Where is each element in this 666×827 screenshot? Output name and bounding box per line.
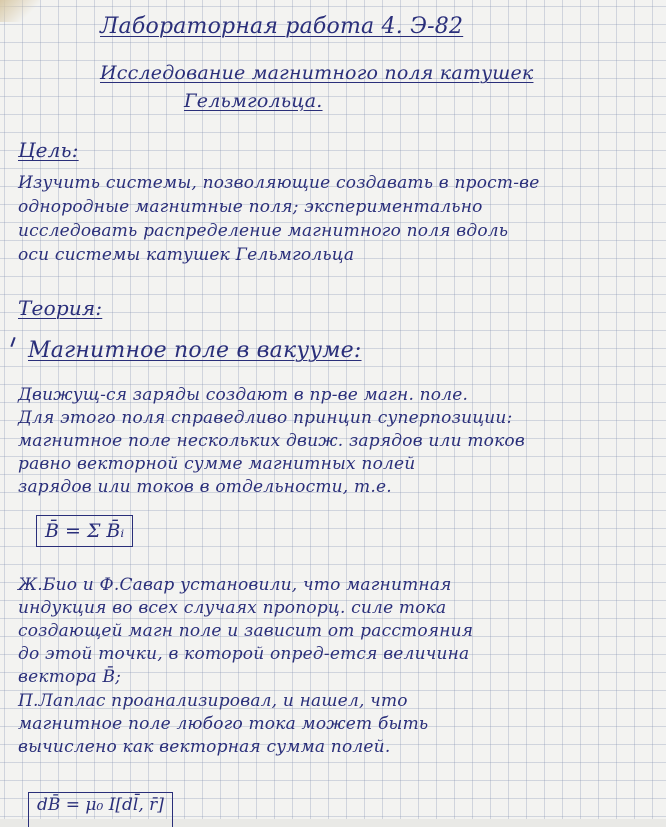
- lab-subtitle-line1: Исследование магнитного поля катушек: [100, 62, 534, 84]
- goal-line-2: однородные магнитные поля; экспериментально: [18, 197, 483, 217]
- paragraph2-line-8: вычислено как векторная сумма полей.: [18, 737, 391, 757]
- section-heading: Магнитное поле в вакууме:: [28, 338, 362, 363]
- paragraph2-line-2: индукция во всех случаях пропорц. силе тока: [18, 598, 447, 618]
- goal-line-3: исследовать распределение магнитного поля вдоль: [18, 221, 509, 241]
- paragraph1-line-4: равно векторной сумме магнитных полей: [18, 454, 416, 474]
- paragraph2-line-6: П.Лаплас проанализировал, и нашел, что: [18, 691, 408, 711]
- paragraph2-line-1: Ж.Био и Ф.Савар установили, что магнитная: [18, 575, 452, 595]
- paragraph1-line-1: Движущ-ся заряды создают в пр-ве магн. поле.: [18, 385, 469, 405]
- theory-heading: Теория:: [18, 296, 103, 320]
- paragraph2-line-3: создающей магн поле и зависит от расстояния: [18, 621, 474, 641]
- page-corner-shadow: [0, 0, 40, 22]
- paragraph2-line-4: до этой точки, в которой опред-ется величина: [18, 644, 470, 664]
- lab-subtitle-line2: Гельмгольца.: [184, 90, 323, 112]
- lab-title: Лабораторная работа 4. Э-82: [100, 14, 464, 39]
- goal-heading: Цель:: [18, 138, 79, 162]
- superposition-formula: B̄ = Σ B̄ᵢ: [36, 515, 133, 547]
- margin-mark: [10, 337, 15, 347]
- paragraph2-line-5: вектора B̄;: [18, 667, 122, 687]
- biot-savart-formula: dB̄ = μ₀ I[dl̄, r̄]: [28, 792, 173, 827]
- paragraph1-line-3: магнитное поле нескольких движ. зарядов или токов: [18, 431, 525, 451]
- paragraph1-line-2: Для этого поля справедливо принцип суперпозиции:: [18, 408, 513, 428]
- goal-line-4: оси системы катушек Гельмгольца: [18, 245, 355, 265]
- paragraph2-line-7: магнитное поле любого тока может быть: [18, 714, 429, 734]
- goal-line-1: Изучить системы, позволяющие создавать в прост-ве: [18, 173, 540, 193]
- paragraph1-line-5: зарядов или токов в отдельности, т.е.: [18, 477, 392, 497]
